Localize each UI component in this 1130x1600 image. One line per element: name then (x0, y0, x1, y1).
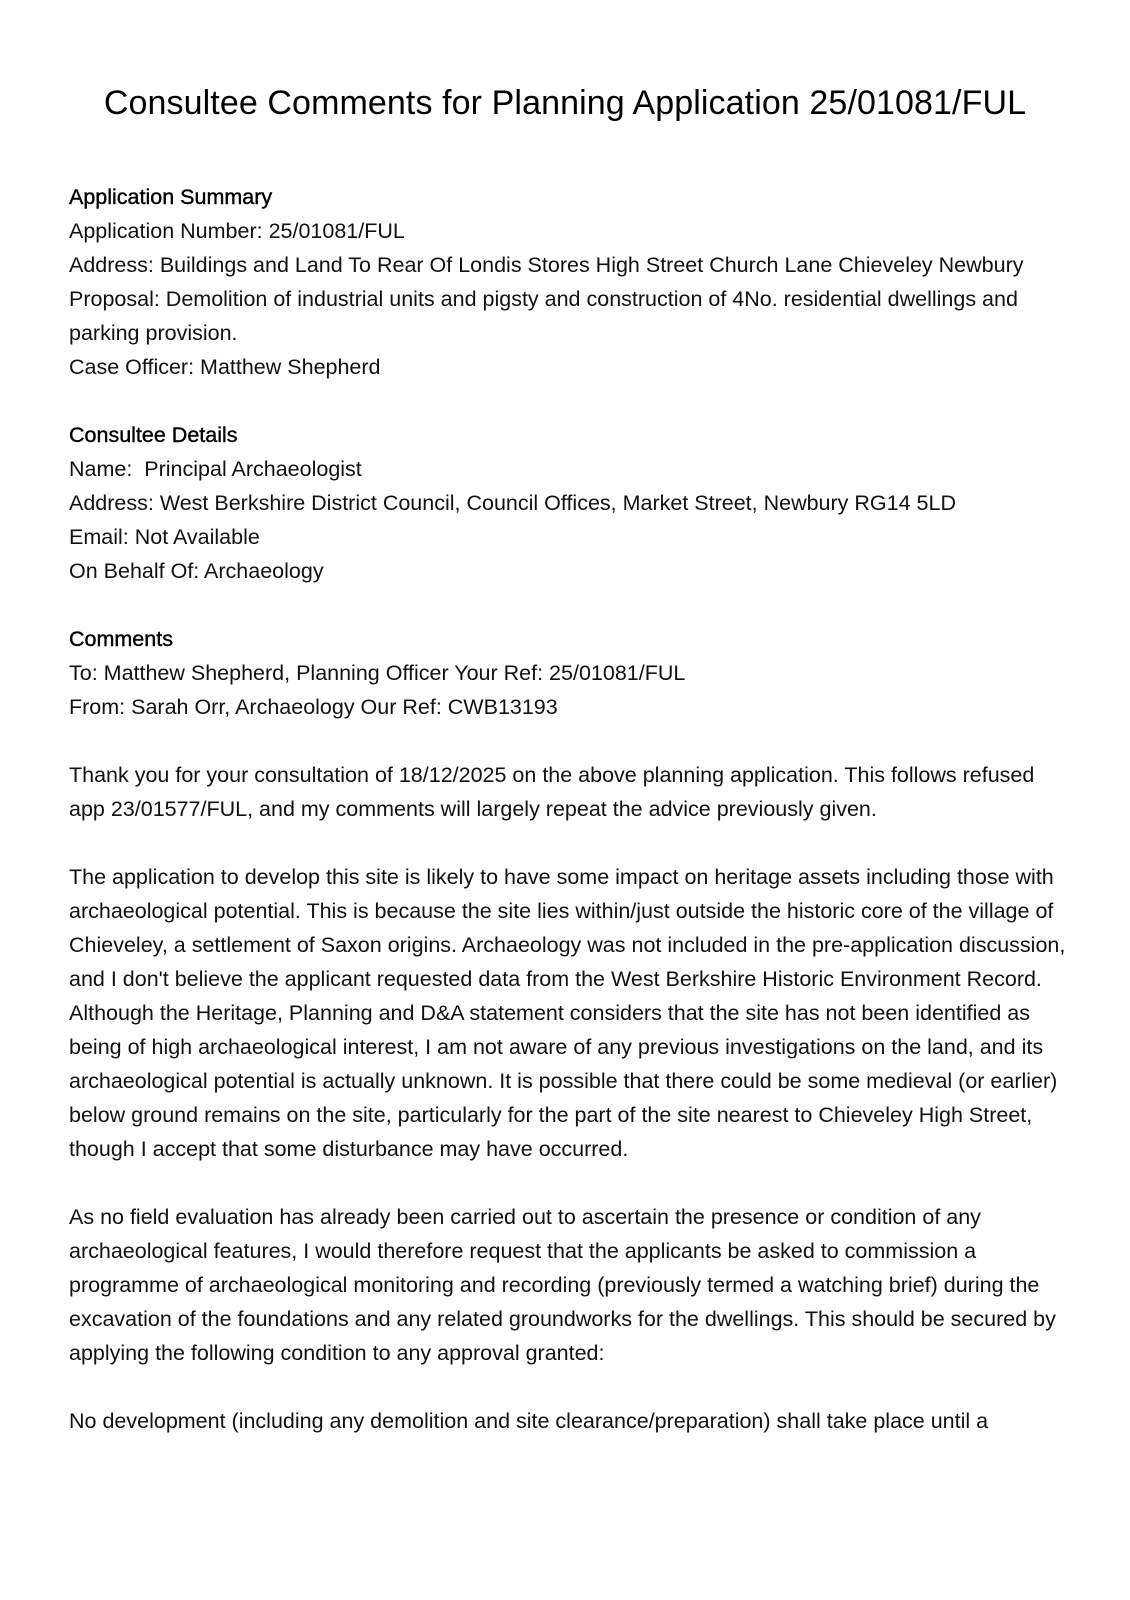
application-number: Application Number: 25/01081/FUL (69, 219, 405, 243)
document-body (69, 180, 1069, 1438)
application-summary-heading: Application Summary (69, 185, 273, 209)
application-address: Address: Buildings and Land To Rear Of Londis Stores High Street Church Lane Chieveley Newbury (69, 253, 1024, 277)
comments-from: From: Sarah Orr, Archaeology Our Ref: CWB13193 (69, 695, 558, 719)
comments-to: To: Matthew Shepherd, Planning Officer Your Ref: 25/01081/FUL (69, 661, 686, 685)
consultee-address: Address: West Berkshire District Council, Council Offices, Market Street, Newbury RG14 5LD (69, 491, 956, 515)
application-proposal: Proposal: Demolition of industrial units and pigsty and construction of 4No. residential dwellings and parking provision. (69, 287, 1018, 345)
comment-paragraph: No development (including any demolition and site clearance/preparation) shall take place until a (69, 1409, 989, 1433)
comment-paragraph: Thank you for your consultation of 18/12/2025 on the above planning application. This follows refused app 23/01577/FUL, and my comments will largely repeat the advice previously given. (69, 763, 1035, 821)
comments-section (69, 622, 1069, 1438)
comment-paragraph: As no field evaluation has already been carried out to ascertain the presence or condition of any archaeological features, I would therefore request that the applicants be asked to commission a programme of archaeological monitoring and recording (previously termed a watching brief) during the excavation of the foundations and any related groundworks for the dwellings. This should be secured by applying the following condition to any approval granted: (69, 1205, 1056, 1365)
consultee-on-behalf-of: On Behalf Of: Archaeology (69, 559, 324, 583)
consultee-details-heading: Consultee Details (69, 423, 238, 447)
page-title: Consultee Comments for Planning Application 25/01081/FUL (103, 84, 1027, 122)
comments-heading: Comments (69, 627, 173, 651)
consultee-name: Name: Principal Archaeologist (69, 457, 362, 481)
consultee-details-section (69, 418, 1069, 588)
application-summary-section (69, 180, 1069, 384)
comment-paragraph: The application to develop this site is likely to have some impact on heritage assets including those with archaeological potential. This is because the site lies within/just outside the historic core of the village of Chieveley, a settlement of Saxon origins. Archaeology was not included in the pre-application discussion, and I don't believe the applicant requested data from the West Berkshire Historic Environment Record. Although the Heritage, Planning and D&A statement considers that the site has not been identified as being of high archaeological interest, I am not aware of any previous investigations on the land, and its archaeological potential is actually unknown. It is possible that there could be some medieval (or earlier) below ground remains on the site, particularly for the part of the site nearest to Chieveley High Street, though I accept that some disturbance may have occurred. (69, 865, 1066, 1161)
consultee-email: Email: Not Available (69, 525, 260, 549)
case-officer: Case Officer: Matthew Shepherd (69, 355, 381, 379)
